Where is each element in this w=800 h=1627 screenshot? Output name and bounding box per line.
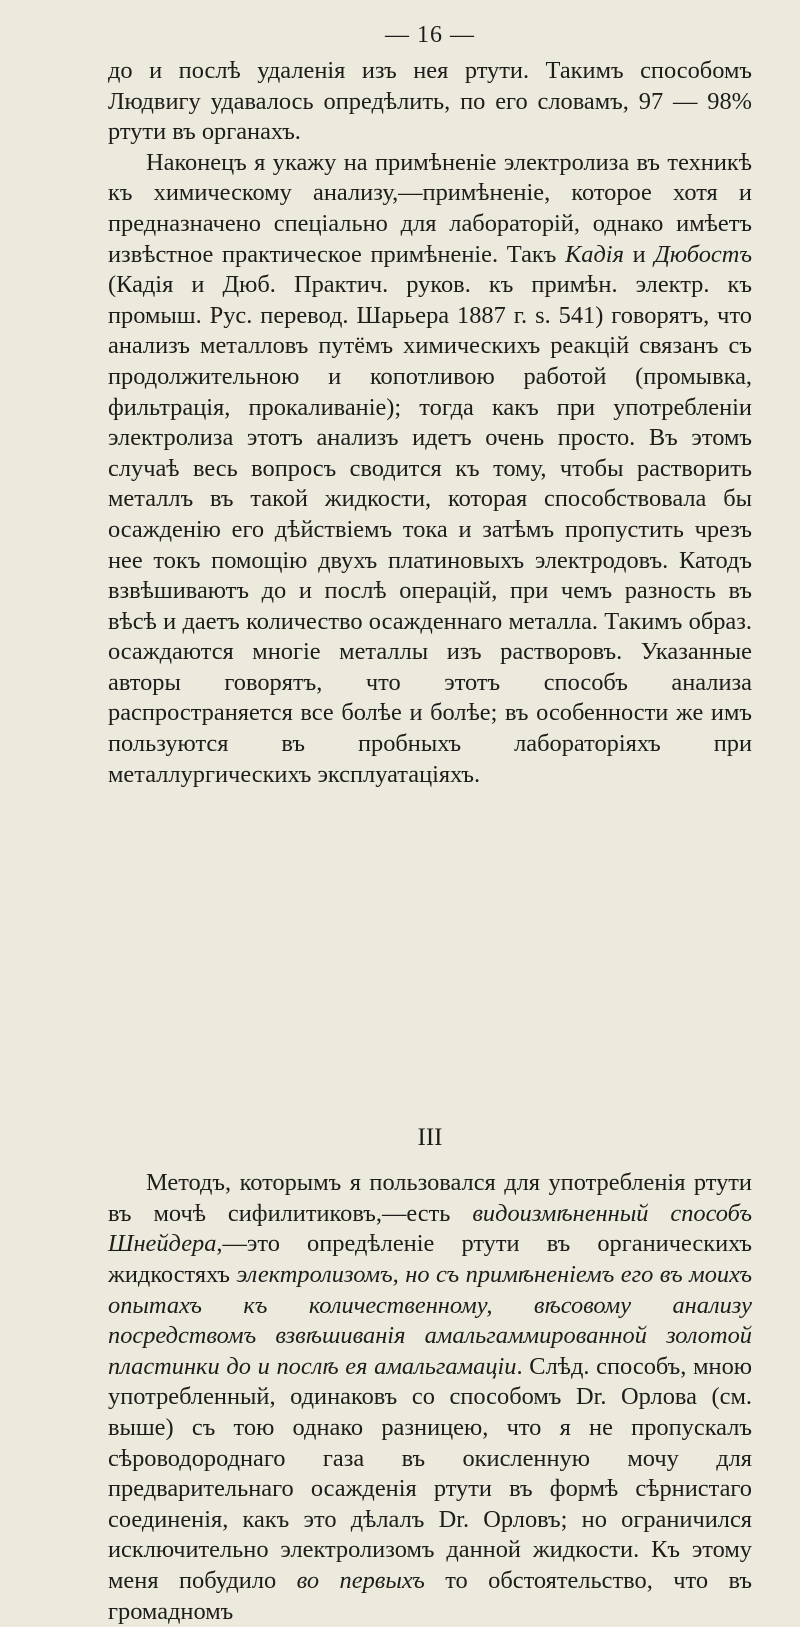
text-run: Методъ, которымъ я пользовался для употребленія ртути въ мочѣ сифилитиковъ,—есть: [108, 1169, 752, 1227]
author-name-italic: Дюбостъ: [654, 240, 753, 268]
section-heading: III: [417, 1124, 443, 1152]
text-run: и: [623, 240, 655, 268]
paragraph-continuation: до и послѣ удаленія изъ нея ртути. Такимъ способомъ Людвигу удавалось опредѣлить, по его словамъ, 97 — 98% ртути въ органахъ.: [108, 57, 752, 146]
section-1: [108, 56, 752, 790]
emphasis-italic: во первыхъ: [296, 1566, 425, 1594]
paragraph-method: [108, 1168, 752, 1627]
paragraph-electrolysis-analysis: [108, 148, 752, 790]
author-name-italic: Кадія: [565, 240, 624, 268]
method-name-italic: видоизмѣненный способъ Шнейдера: [108, 1199, 752, 1258]
page-number: — 16 —: [385, 22, 475, 48]
text-run: ,—это опредѣленіе ртути въ органическихъ жидкостяхъ: [108, 1230, 752, 1289]
section-2: [108, 1168, 752, 1627]
text-run: Наконецъ я укажу на примѣненіе электролиза въ техникѣ къ химическому анализу,—примѣненіе, которое хотя и предназначено спеціально для лабораторій, однако имѣетъ извѣстное практическое примѣненіе. Такъ: [108, 148, 752, 268]
text-run: . Слѣд. способъ, мною употребленный, одинаковъ со способомъ Dr. Орлова (см. выше) съ тою однако разницею, что я не пропускалъ сѣроводороднаго газа въ окисленную мочу для предварительнаго осажденія ртути въ формѣ сѣрнистаго соединенія, какъ это дѣлалъ Dr. Орловъ; но ограничился исключительно электролизомъ данной жидкости. Къ этому меня побудило: [108, 1352, 752, 1594]
method-description-italic: электролизомъ, но съ примѣненіемъ его въ моихъ опытахъ къ количественному, вѣсовому анализу посредствомъ взвѣшиванія амальгаммированной золотой пластинки до и послѣ ея амальгамаціи: [108, 1261, 752, 1380]
text-run: (Кадія и Дюб. Практич. руков. къ примѣн. электр. къ промыш. Рус. перевод. Шарьера 1887 г. s. 541) говорятъ, что анализъ металловъ путёмъ химическихъ реакцій связанъ съ продолжительною и копотливою работой (промывка, фильтрація, прокаливаніе); тогда какъ при употребленіи электролиза этотъ анализъ идетъ очень просто. Въ этомъ случаѣ весь вопросъ сводится къ тому, чтобы растворить металлъ въ такой жидкости, которая способствовала бы осажденію его дѣйствіемъ тока и затѣмъ пропустить чрезъ нее токъ помощію двухъ платиновыхъ электродовъ. Катодъ взвѣшиваютъ до и послѣ операцій, при чемъ разность въ вѣсѣ и даетъ количество осажденнаго металла. Такимъ образ. осаждаются многіе металлы изъ растворовъ. Указанные авторы говорятъ, что этотъ способъ анализа распространяется все болѣе и болѣе; въ особенности же имъ пользуются въ пробныхъ лабораторіяхъ при металлургическихъ эксплуатаціяхъ.: [108, 271, 752, 788]
text-run: то обстоятельство, что въ громадномъ: [108, 1566, 752, 1625]
